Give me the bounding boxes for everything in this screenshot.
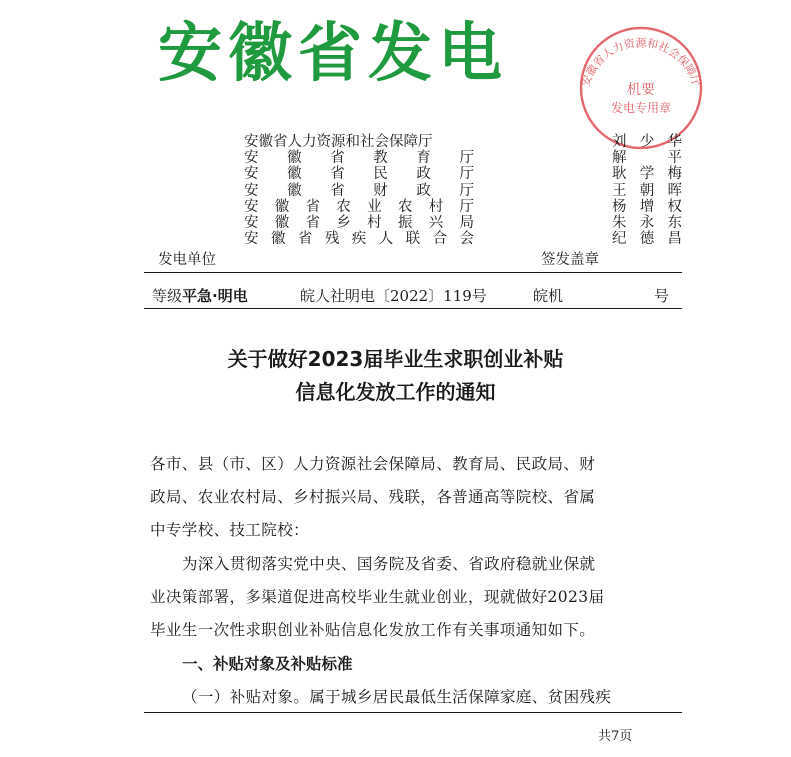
signer-char: 朝 xyxy=(639,182,655,199)
signer-char: 东 xyxy=(667,214,682,231)
divider-meta xyxy=(144,308,682,309)
page-count: 共7页 xyxy=(598,729,633,744)
issuer-char: 厅 xyxy=(459,166,474,183)
grade-label: 等级 xyxy=(152,287,183,305)
issuer-char: 安 xyxy=(244,150,259,167)
issuer-char: 村 xyxy=(367,214,382,231)
issuer-char: 厅 xyxy=(459,150,474,167)
issuer-char: 会 xyxy=(459,231,474,248)
issuer-char: 徽 xyxy=(270,231,286,248)
signer-char: 德 xyxy=(639,231,655,248)
grade-row xyxy=(152,285,248,306)
issuer-char: 业 xyxy=(367,198,382,215)
issuer-char: 省 xyxy=(297,231,313,248)
signer-char: 耿 xyxy=(612,166,627,183)
body-line: 为深入贯彻落实党中央、国务院及省委、省政府稳就业保就 xyxy=(182,555,596,573)
divider-top xyxy=(144,272,682,273)
signer-row xyxy=(612,134,682,150)
wanji-label: 皖机 xyxy=(533,287,564,305)
issuer-char: 省 xyxy=(330,182,345,199)
hao-label: 号 xyxy=(654,287,670,305)
issuer-row xyxy=(244,134,474,150)
issuer-char: 安 xyxy=(244,214,259,231)
document-number: 皖人社明电〔2022〕119号 xyxy=(300,287,487,305)
section-heading: 一、补贴对象及补贴标准 xyxy=(182,655,353,673)
sender-label: 发电单位 xyxy=(158,252,216,268)
signer-char: 权 xyxy=(667,198,682,215)
signer-char: 解 xyxy=(612,150,627,167)
issuer-char: 安徽省人力资源和社会保障厅 xyxy=(244,134,433,150)
document-header-title: 安徽省发电 xyxy=(158,17,508,91)
body-line: （一）补贴对象。属于城乡居民最低生活保障家庭、贫困残疾 xyxy=(182,688,612,706)
issuer-list xyxy=(244,134,474,247)
issuer-char: 振 xyxy=(397,214,413,231)
issuer-char: 徽 xyxy=(287,182,302,199)
issuer-row xyxy=(244,199,474,215)
issuer-char: 村 xyxy=(428,198,444,215)
issuer-char: 政 xyxy=(416,166,431,183)
issuer-char: 省 xyxy=(305,214,321,231)
issuer-row xyxy=(244,183,474,199)
notice-title-line2: 信息化发放工作的通知 xyxy=(295,380,496,404)
issuer-char: 安 xyxy=(244,166,259,183)
signer-char: 平 xyxy=(667,150,682,167)
seal-line2: 发电专用章 xyxy=(610,101,672,115)
signer-row xyxy=(612,150,682,166)
divider-bottom xyxy=(144,712,682,713)
issuer-row xyxy=(244,166,474,182)
issuer-char: 局 xyxy=(459,214,474,231)
issuer-char: 安 xyxy=(244,198,259,215)
svg-text:安徽省人力资源和社会保障厅 xyxy=(578,35,703,88)
issuer-row xyxy=(244,215,474,231)
issuer-char: 农 xyxy=(336,198,351,215)
issuer-char: 安 xyxy=(244,182,259,199)
grade-value: 平急·明电 xyxy=(182,287,248,305)
signer-char: 永 xyxy=(639,214,655,231)
issuer-char: 省 xyxy=(330,150,345,167)
issuer-char: 疾 xyxy=(351,231,367,248)
issuer-char: 乡 xyxy=(336,214,351,231)
issuer-char: 财 xyxy=(373,182,388,199)
signer-char: 杨 xyxy=(612,198,627,215)
issuer-char: 育 xyxy=(416,150,431,167)
signer-char: 王 xyxy=(612,182,627,199)
body-line: 各市、县（市、区）人力资源社会保障局、教育局、民政局、财 xyxy=(150,455,596,473)
issuer-char: 厅 xyxy=(459,198,474,215)
issuer-char: 政 xyxy=(416,182,431,199)
signer-char: 少 xyxy=(639,134,655,150)
issuer-char: 民 xyxy=(373,166,388,183)
signer-list xyxy=(612,134,682,247)
signer-char: 学 xyxy=(639,166,655,183)
issuer-char: 省 xyxy=(330,166,345,183)
issuer-char: 安 xyxy=(244,231,259,248)
signer-char: 华 xyxy=(667,134,682,150)
signer-char: 昌 xyxy=(667,231,682,248)
issuer-char: 徽 xyxy=(287,150,302,167)
issuer-char: 徽 xyxy=(287,166,302,183)
seal-line1: 机要 xyxy=(627,82,655,98)
issuer-char: 厅 xyxy=(459,182,474,199)
issuer-char: 农 xyxy=(397,198,413,215)
issuer-char: 人 xyxy=(378,231,394,248)
signer-char: 纪 xyxy=(612,231,627,248)
signer-char: 朱 xyxy=(612,214,627,231)
seal-arc-text: 安徽省人力资源和社会保障厅 xyxy=(578,36,704,89)
issuer-row xyxy=(244,150,474,166)
issuer-char: 残 xyxy=(324,231,340,248)
issuer-char: 联 xyxy=(405,231,421,248)
issuer-char: 教 xyxy=(373,150,388,167)
body-line: 业决策部署，多渠道促进高校毕业生就业创业，现就做好2023届 xyxy=(150,588,605,606)
signer-row xyxy=(612,215,682,231)
signer-row xyxy=(612,231,682,247)
signer-char: 刘 xyxy=(612,134,627,150)
issuer-char: 徽 xyxy=(274,214,290,231)
notice-title-line1: 关于做好2023届毕业生求职创业补贴 xyxy=(227,347,564,371)
body-line: 中专学校、技工院校： xyxy=(150,521,310,539)
signer-row xyxy=(612,183,682,199)
body-line: 政局、农业农村局、乡村振兴局、残联，各普通高等院校、省属 xyxy=(150,488,596,506)
signature-label: 签发盖章 xyxy=(541,252,599,268)
issuer-char: 省 xyxy=(305,198,321,215)
issuer-char: 合 xyxy=(432,231,448,248)
issuer-row xyxy=(244,231,474,247)
signer-row xyxy=(612,199,682,215)
signer-char: 增 xyxy=(639,198,655,215)
issuer-char: 徽 xyxy=(274,198,290,215)
signer-row xyxy=(612,166,682,182)
body-line: 毕业生一次性求职创业补贴信息化发放工作有关事项通知如下。 xyxy=(150,621,596,639)
issuer-char: 兴 xyxy=(428,214,444,231)
signer-char: 晖 xyxy=(667,182,682,199)
signer-char: 梅 xyxy=(667,166,682,183)
